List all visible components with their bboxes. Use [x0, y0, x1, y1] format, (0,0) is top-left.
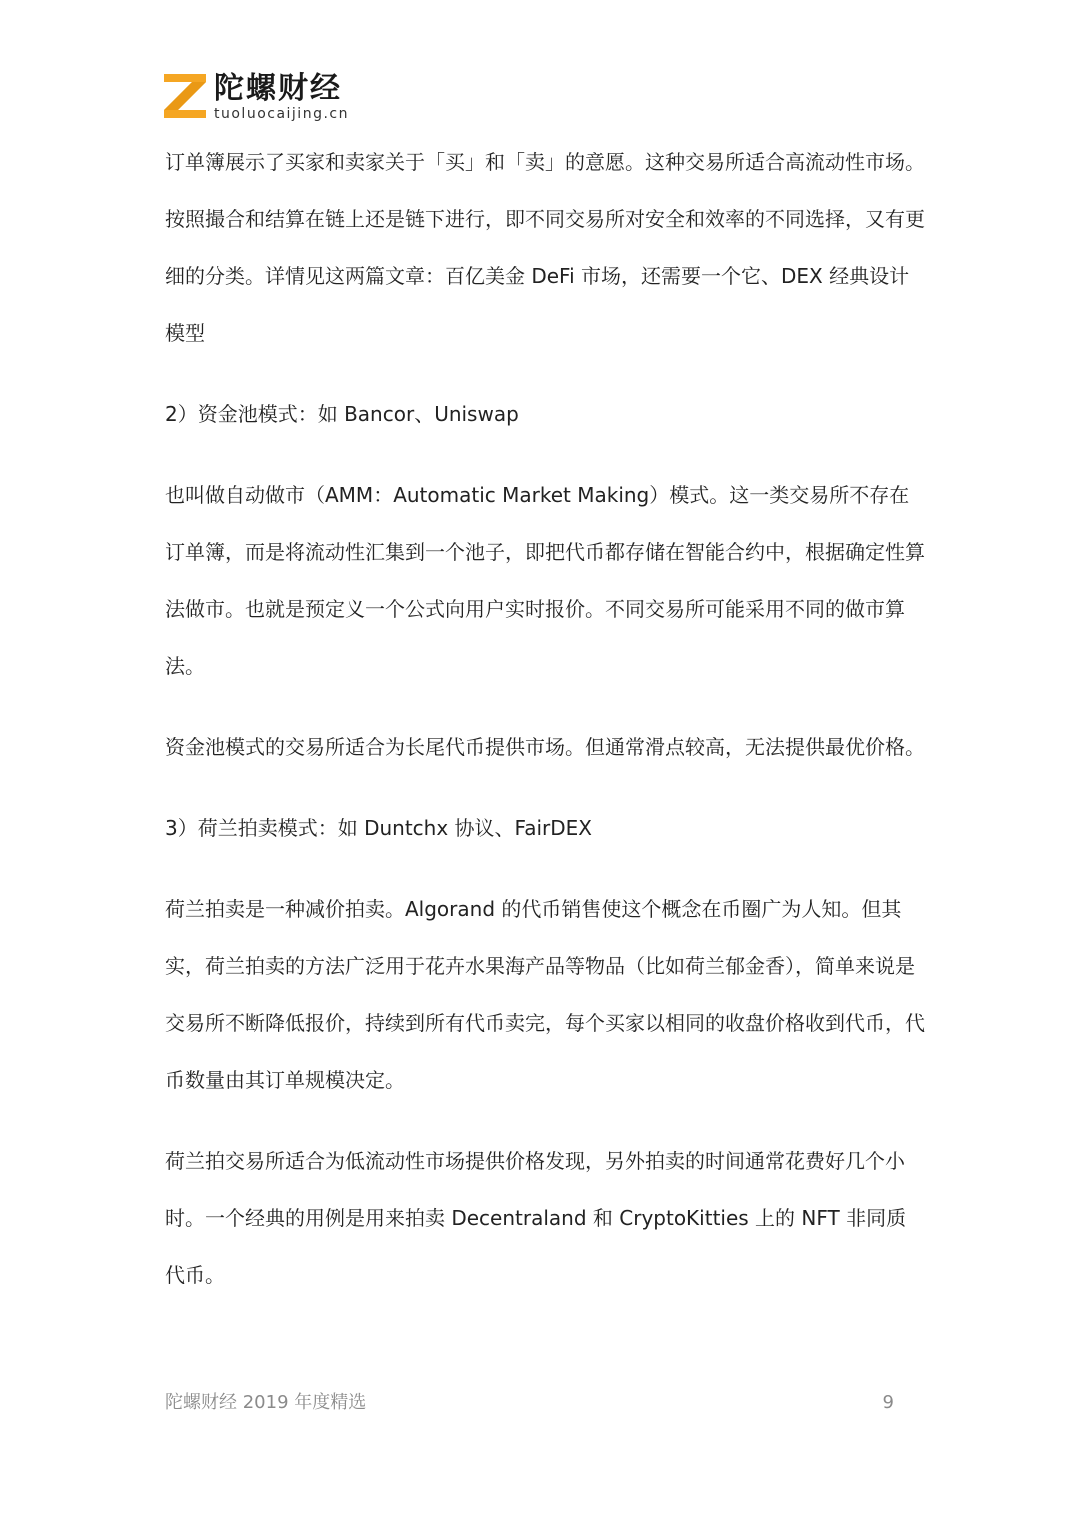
paragraph-amm: 也叫做自动做市（AMM：Automatic Market Making）模式。这一类交易所不存在订单簿，而是将流动性汇集到一个池子，即把代币都存储在智能合约中，根据确定性算法做市。也就是预定义一个公式向用户实时报价。不同交易所可能采用不同的做市算法。	[165, 483, 925, 678]
heading-liquidity-pool: 2）资金池模式：如 Bancor、Uniswap	[165, 402, 519, 426]
brand-logo	[162, 72, 349, 124]
logo-chinese-name: 陀螺财经	[214, 71, 342, 106]
paragraph-dutch-suitability: 荷兰拍交易所适合为低流动性市场提供价格发现，另外拍卖的时间通常花费好几个小时。一个经典的用例是用来拍卖 Decentraland 和 CryptoKitties 上的 NFT 非同质代币。	[165, 1149, 907, 1287]
footer-title: 陀螺财经 2019 年度精选	[165, 1392, 367, 1413]
paragraph-pool-suitability: 资金池模式的交易所适合为长尾代币提供市场。但通常滑点较高，无法提供最优价格。	[165, 735, 925, 759]
page-number: 9	[882, 1392, 894, 1413]
paragraph-dutch-auction: 荷兰拍卖是一种减价拍卖。Algorand 的代币销售使这个概念在币圈广为人知。但其实，荷兰拍卖的方法广泛用于花卉水果海产品等物品（比如荷兰郁金香），简单来说是交易所不断降低报价，持续到所有代币卖完，每个买家以相同的收盘价格收到代币，代币数量由其订单规模决定。	[165, 897, 925, 1092]
z-logo-icon	[162, 72, 208, 120]
heading-dutch-auction: 3）荷兰拍卖模式：如 Duntchx 协议、FairDEX	[165, 816, 592, 840]
logo-text	[214, 72, 349, 122]
logo-domain: tuoluocaijing.cn	[214, 106, 349, 122]
paragraph-order-book: 订单簿展示了买家和卖家关于「买」和「卖」的意愿。这种交易所适合高流动性市场。按照撮合和结算在链上还是链下进行，即不同交易所对安全和效率的不同选择，又有更细的分类。详情见这两篇文章：百亿美金 DeFi 市场，还需要一个它、DEX 经典设计模型	[165, 150, 925, 345]
article-body	[165, 134, 925, 1328]
